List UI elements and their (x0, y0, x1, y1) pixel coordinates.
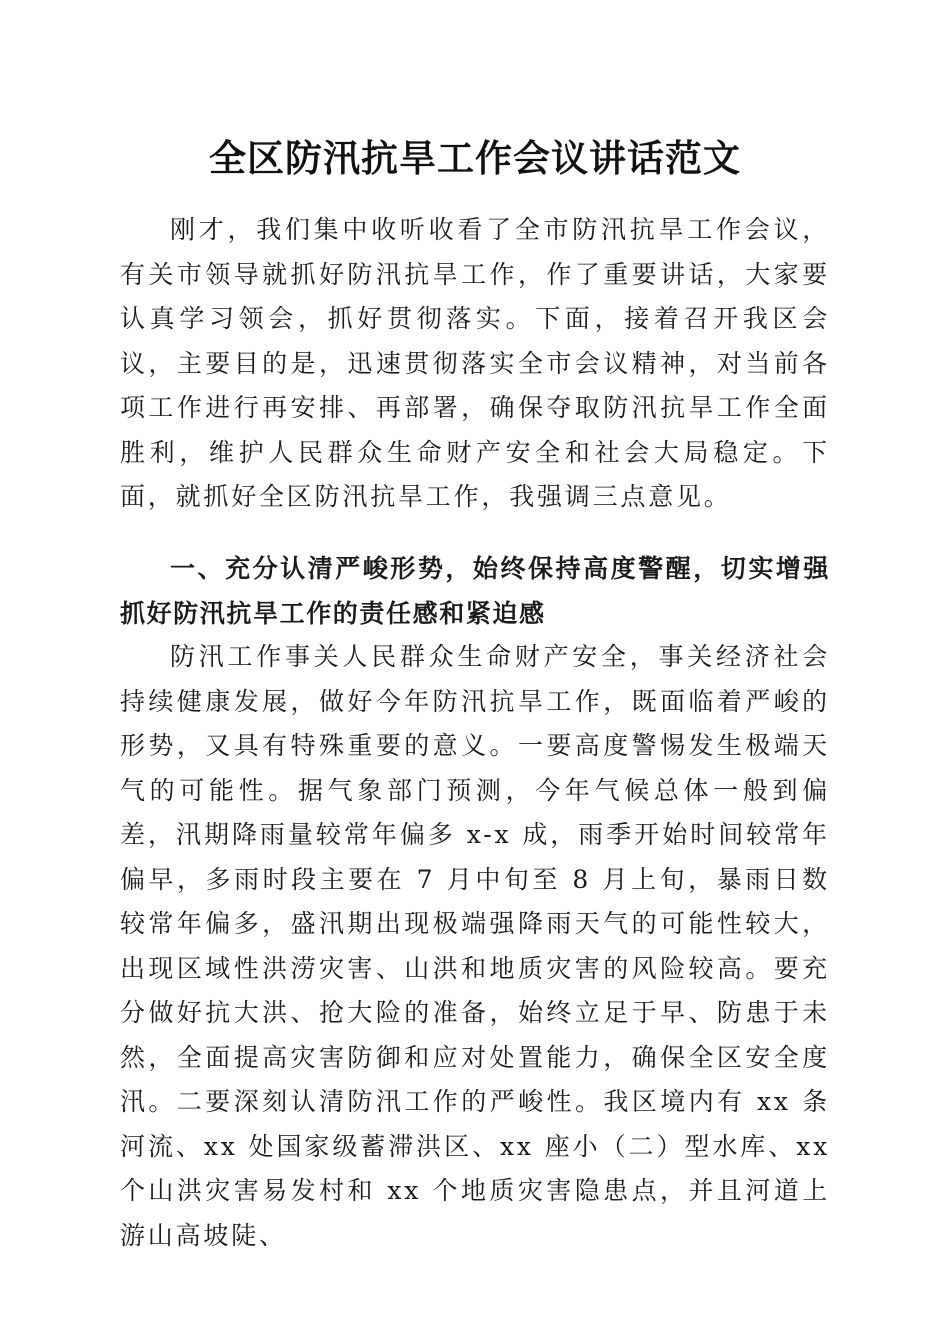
section-1-paragraph: 防汛工作事关人民群众生命财产安全，事关经济社会持续健康发展，做好今年防汛抗旱工作，既面临着严峻的形势，又具有特殊重要的意义。一要高度警惕发生极端天气的可能性。据气象部门预测，今年气候总体一般到偏差，汛期降雨量较常年偏多 x-x 成，雨季开始时间较常年偏早，多雨时段主要在 7 月中旬至 8 月上旬，暴雨日数较常年偏多，盛汛期出现极端强降雨天气的可能性较大，出现区域性洪涝灾害、山洪和地质灾害的风险较高。要充分做好抗大洪、抢大险的准备，始终立足于早、防患于未然，全面提高灾害防御和应对处置能力，确保全区安全度汛。二要深刻认清防汛工作的严峻性。我区境内有 xx 条河流、xx 处国家级蓄滞洪区、xx 座小（二）型水库、xx 个山洪灾害易发村和 xx 个地质灾害隐患点，并且河道上游山高坡陡、 (120, 642, 830, 1250)
intro-paragraph: 刚才，我们集中收听收看了全市防汛抗旱工作会议，有关市领导就抓好防汛抗旱工作，作了重要讲话，大家要认真学习领会，抓好贯彻落实。下面，接着召开我区会议，主要目的是，迅速贯彻落实全市会议精神，对当前各项工作进行再安排、再部署，确保夺取防汛抗旱工作全面胜利，维护人民群众生命财产安全和社会大局稳定。下面，就抓好全区防汛抗旱工作，我强调三点意见。 (120, 215, 830, 511)
section-1-heading: 一、充分认清严峻形势，始终保持高度警醒，切实增强抓好防汛抗旱工作的责任感和紧迫感 (120, 554, 830, 628)
document-title: 全区防汛抗旱工作会议讲话范文 (209, 136, 741, 180)
